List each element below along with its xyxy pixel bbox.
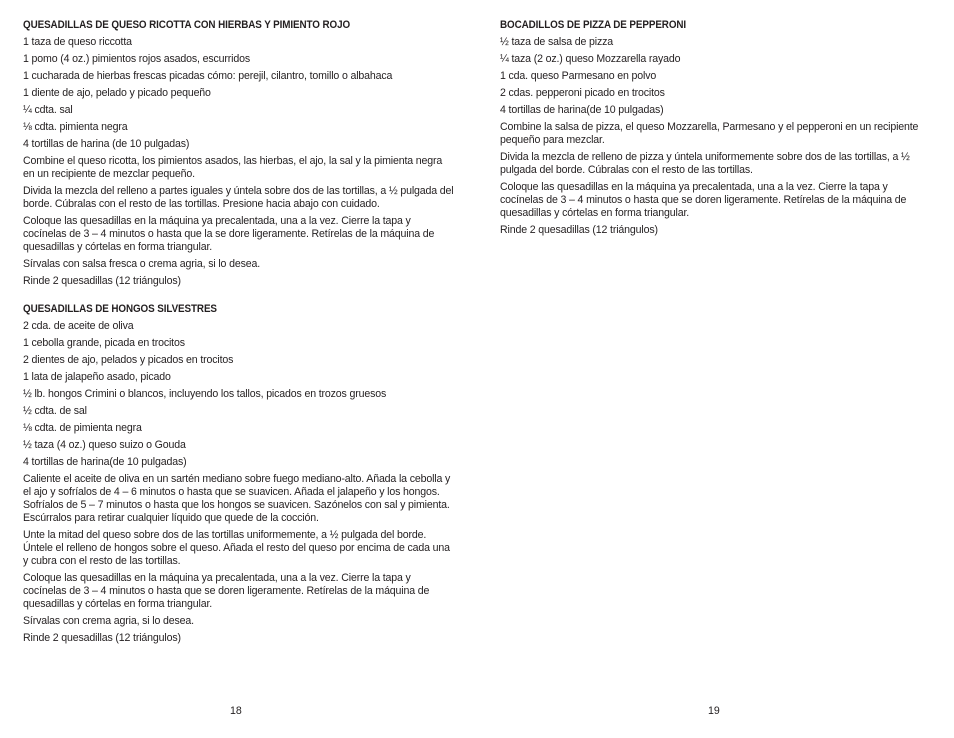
instruction-paragraph: Sírvalas con crema agria, si lo desea. xyxy=(23,615,194,627)
recipe-title: QUESADILLAS DE HONGOS SILVESTRES xyxy=(23,303,217,315)
instruction-paragraph: Caliente el aceite de oliva en un sartén mediano sobre fuego mediano-alto. Añada la cebolla y el ajo y sofríalos de 4 – 6 minutos o hasta que se suavicen. Añada el jalapeño y los hongos. Sofríalos de 5 – 7 minutos o hasta que los hongos se suavicen. Sazónelos con sal y pimienta. Escúrralos para retirar cualquier líquido que quede de la cocción. xyxy=(23,473,451,524)
recipe-title: QUESADILLAS DE QUESO RICOTTA CON HIERBAS Y PIMIENTO ROJO xyxy=(23,19,351,31)
instruction-paragraph: Combine la salsa de pizza, el queso Mozzarella, Parmesano y el pepperoni en un recipiente pequeño para mezclar. xyxy=(500,121,919,146)
recipe-mushroom-quesadillas xyxy=(23,302,455,645)
recipe-title: BOCADILLOS DE PIZZA DE PEPPERONI xyxy=(500,19,687,31)
instruction-paragraph: Unte la mitad del queso sobre dos de las tortillas uniformemente, a ½ pulgada del borde. Úntele el relleno de hongos sobre el queso. Añada el resto del queso por encima de cada una y cubra con el resto de las tortillas. xyxy=(23,529,450,567)
instruction-paragraph: Combine el queso ricotta, los pimientos asados, las hierbas, el ajo, la sal y la pimienta negra en un recipiente de mezclar pequeño. xyxy=(23,155,443,180)
left-page xyxy=(23,18,455,659)
ingredient-line: 2 cdas. pepperoni picado en trocitos xyxy=(500,87,665,99)
ingredient-line: ½ lb. hongos Crimini o blancos, incluyendo los tallos, picados en trozos gruesos xyxy=(23,388,387,400)
ingredient-line: 4 tortillas de harina(de 10 pulgadas) xyxy=(500,104,664,116)
page-number: 18 xyxy=(230,705,242,717)
ingredient-line: 1 taza de queso riccotta xyxy=(23,36,132,48)
yield-line: Rinde 2 quesadillas (12 triángulos) xyxy=(23,632,181,644)
ingredient-line: ½ taza (4 oz.) queso suizo o Gouda xyxy=(23,439,186,451)
ingredient-line: ⅛ cdta. de pimienta negra xyxy=(23,422,142,434)
page-number: 19 xyxy=(708,705,720,717)
instruction-paragraph: Coloque las quesadillas en la máquina ya precalentada, una a la vez. Cierre la tapa y cocínelas de 3 – 4 minutos o hasta que la se dore ligeramente. Retírelas de la máquina de quesadillas y córtelas en forma triangular. xyxy=(23,215,435,253)
instruction-paragraph: Coloque las quesadillas en la máquina ya precalentada, una a la vez. Cierre la tapa y cocínelas de 3 – 4 minutos o hasta que se doren ligeramente. Retírelas de la máquina de quesadillas y córtelas en forma triangular. xyxy=(23,572,430,610)
ingredient-line: 1 diente de ajo, pelado y picado pequeño xyxy=(23,87,211,99)
ingredient-line: 4 tortillas de harina(de 10 pulgadas) xyxy=(23,456,187,468)
instruction-paragraph: Divida la mezcla del relleno a partes iguales y úntela sobre dos de las tortillas, a ½ pulgada del borde. Cúbralas con el resto de las tortillas. Presione hacia abajo con cuidado. xyxy=(23,185,454,210)
ingredient-line: 1 lata de jalapeño asado, picado xyxy=(23,371,171,383)
ingredient-line: ⅛ cdta. pimienta negra xyxy=(23,121,128,133)
ingredient-line: 1 pomo (4 oz.) pimientos rojos asados, escurridos xyxy=(23,53,250,65)
ingredient-line: ¼ cdta. sal xyxy=(23,104,73,116)
yield-line: Rinde 2 quesadillas (12 triángulos) xyxy=(500,224,658,236)
recipe-pepperoni-pizza-bites xyxy=(500,18,932,237)
ingredient-line: 4 tortillas de harina (de 10 pulgadas) xyxy=(23,138,190,150)
instruction-paragraph: Divida la mezcla de relleno de pizza y úntela uniformemente sobre dos de las tortillas, a ½ pulgada del borde. Cúbralas con el resto de las tortillas. xyxy=(500,151,910,176)
instruction-paragraph: Coloque las quesadillas en la máquina ya precalentada, una a la vez. Cierre la tapa y cocínelas de 3 – 4 minutos o hasta que se doren ligeramente. Retírelas de la máquina de quesadillas y córtelas en forma triangular. xyxy=(500,181,907,219)
ingredient-line: 2 cda. de aceite de oliva xyxy=(23,320,134,332)
ingredient-line: 1 cucharada de hierbas frescas picadas cómo: perejil, cilantro, tomillo o albahaca xyxy=(23,70,393,82)
ingredient-line: 1 cebolla grande, picada en trocitos xyxy=(23,337,185,349)
ingredient-line: ½ cdta. de sal xyxy=(23,405,87,417)
ingredient-line: 2 dientes de ajo, pelados y picados en trocitos xyxy=(23,354,234,366)
ingredient-line: 1 cda. queso Parmesano en polvo xyxy=(500,70,657,82)
ingredient-line: ¼ taza (2 oz.) queso Mozzarella rayado xyxy=(500,53,681,65)
ingredient-line: ½ taza de salsa de pizza xyxy=(500,36,614,48)
instruction-paragraph: Sírvalas con salsa fresca o crema agria, si lo desea. xyxy=(23,258,260,270)
yield-line: Rinde 2 quesadillas (12 triángulos) xyxy=(23,275,181,287)
right-page xyxy=(500,18,932,251)
recipe-ricotta-quesadillas xyxy=(23,18,455,288)
